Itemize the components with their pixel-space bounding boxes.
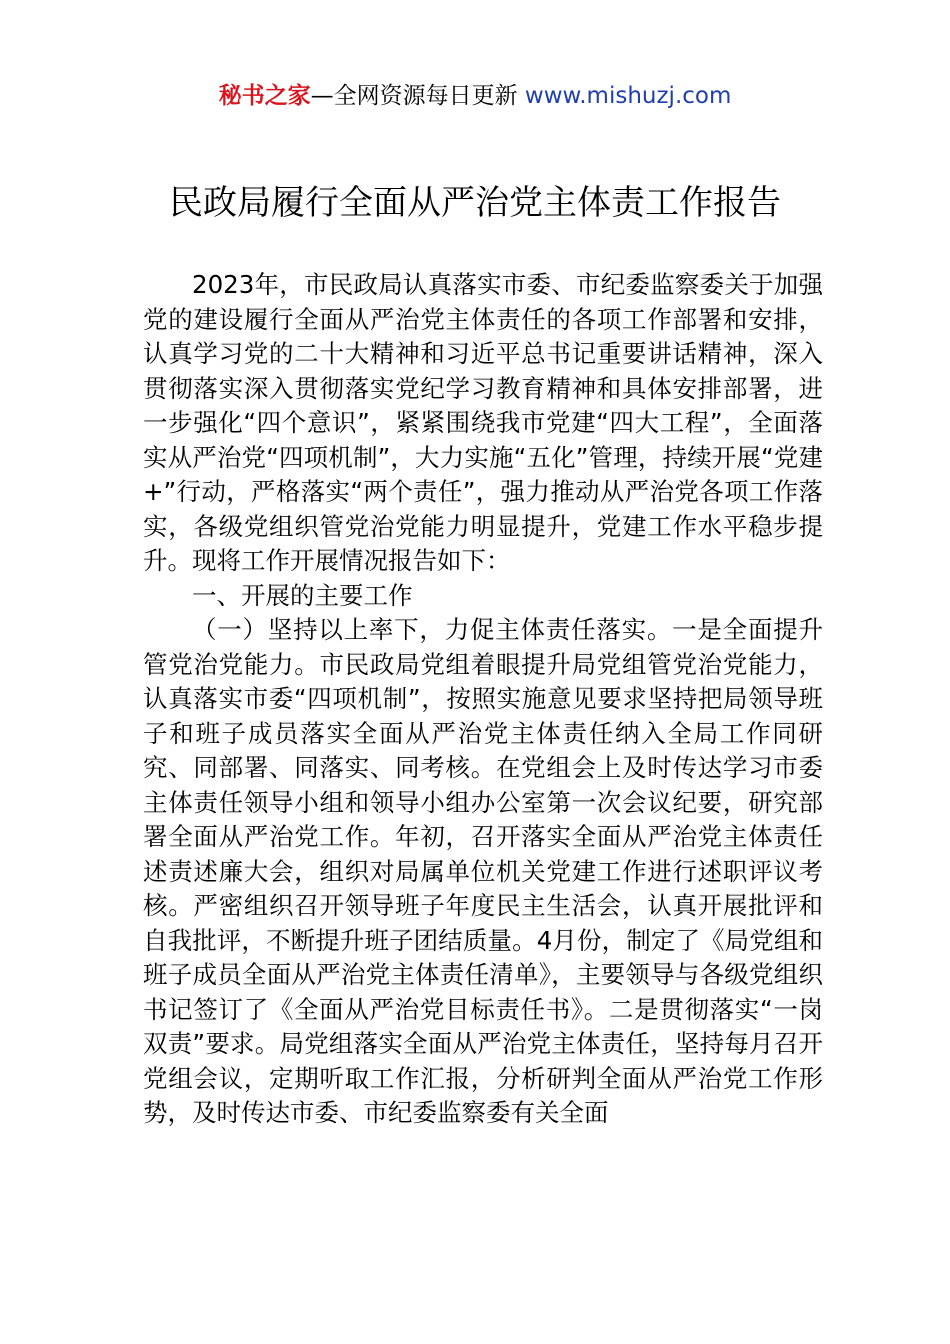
document-body: [143, 268, 823, 1131]
document-title: 民政局履行全面从严治党主体责工作报告: [169, 183, 781, 223]
body-paragraph: （一）坚持以上率下，力促主体责任落实。一是全面提升管党治党能力。市民政局党组着眼提升局党组管党治党能力，认真落实市委“四项机制”，按照实施意见要求坚持把局领导班子和班子成员落实全面从严治党主体责任纳入全局工作同研究、同部署、同落实、同考核。在党组会上及时传达学习市委主体责任领导小组和领导小组办公室第一次会议纪要，研究部署全面从严治党工作。年初，召开落实全面从严治党主体责任述责述廉大会，组织对局属单位机关党建工作进行述职评议考核。严密组织召开领导班子年度民主生活会，认真开展批评和自我批评，不断提升班子团结质量。4月份，制定了《局党组和班子成员全面从严治党主体责任清单》，主要领导与各级党组织书记签订了《全面从严治党目标责任书》。二是贯彻落实“一岗双责”要求。局党组落实全面从严治党主体责任，坚持每月召开党组会议，定期听取工作汇报，分析研判全面从严治党工作形势，及时传达市委、市纪委监察委有关全面: [143, 615, 823, 1127]
section-heading: 一、开展的主要工作: [192, 580, 413, 610]
intro-paragraph: 2023年，市民政局认真落实市委、市纪委监察委关于加强党的建设履行全面从严治党主体责任的各项工作部署和安排，认真学习党的二十大精神和习近平总书记重要讲话精神，深入贯彻落实深入贯彻落实党纪学习教育精神和具体安排部署，进一步强化“四个意识”，紧紧围绕我市党建“四大工程”，全面落实从严治党“四项机制”，大力实施“五化”管理，持续开展“党建+”行动，严格落实“两个责任”，强力推动从严治党各项工作落实，各级党组织管党治党能力明显提升，党建工作水平稳步提升。现将工作开展情况报告如下：: [143, 270, 823, 575]
site-brand: 秘书之家: [218, 83, 311, 109]
site-header: [0, 80, 950, 112]
site-tagline: —全网资源每日更新: [310, 83, 525, 109]
site-url-link[interactable]: www.mishuzj.com: [524, 83, 732, 109]
